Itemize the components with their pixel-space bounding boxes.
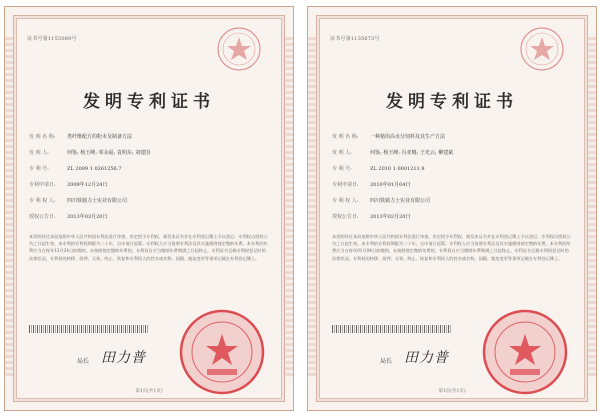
sipo-emblem-icon [215, 25, 263, 73]
field-grant-date: 授权公告日: 2013年02月20日 [332, 214, 411, 220]
certificate-number: 证书号第1135673号 [330, 36, 380, 42]
director-signature: 田力普 [101, 350, 146, 366]
field-patentee: 专 利 权 人: 四川铁骑力士实业有限公司 [332, 198, 431, 204]
barcode [29, 325, 149, 333]
field-invention-name: 发 明 名 称: 一种猪用高水分饲料及其生产方法 [332, 134, 446, 140]
field-inventors: 发 明 人: 何鉴; 杨玉峰; 冯亚娜; 王光云; 柳建斌 [332, 150, 454, 156]
sipo-emblem-icon [518, 25, 566, 73]
certificate-body-text: 本发明经过本局依照中华人民共和国专利法进行审查，决定授予专利权，颁发本证书并在专利登记簿上予以登记。专利权自授权公告之日起生效。本专利的专利权期限为二十年，自申请日起算。专利权人应当依照专利法及其实施细则规定缴纳年费。本专利的年费应当在每年01月04日前缴纳。未按照规定缴纳年费的，专利权自应当缴纳年费期满之日起终止。专利证书记载专利权登记时的法律状况。专利权的转移、质押、无效、终止、恢复和专利权人的姓名或名称、国籍、地址变更等事项记载在专利登记簿上。 [332, 234, 571, 261]
field-grant-date: 授权公告日: 2013年03月20日 [29, 214, 108, 220]
page-number: 第1页(共1页) [135, 389, 163, 394]
field-patent-number: 专 利 号: ZL 2010 1 0001211.9 [332, 166, 425, 172]
director-label: 局长 [77, 358, 90, 365]
certificate-title: 发明专利证书 [386, 92, 518, 112]
page-number: 第1页(共1页) [438, 389, 466, 394]
patent-certificate-right [307, 6, 597, 411]
field-filing-date: 专利申请日: 2009年12月24日 [29, 182, 108, 188]
field-filing-date: 专利申请日: 2010年01月04日 [332, 182, 411, 188]
certificate-number: 证书号第1155069号 [27, 36, 77, 42]
patent-certificate-left [4, 6, 294, 411]
official-seal-icon [177, 307, 267, 397]
field-invention-name: 发 明 名 称: 类纤维配方的粉末及制备方法 [29, 134, 133, 140]
certificate-body-text: 本发明经过本局依照中华人民共和国专利法进行审查，决定授予专利权，颁发本证书并在专利登记簿上予以登记。专利权自授权公告之日起生效。本专利的专利权期限为二十年，自申请日起算。专利权人应当依照专利法及其实施细则规定缴纳年费。本专利的年费应当在每年12月24日前缴纳。未按照规定缴纳年费的，专利权自应当缴纳年费期满之日起终止。专利证书记载专利权登记时的法律状况。专利权的转移、质押、无效、终止、恢复和专利权人的姓名或名称、国籍、地址变更等事项记载在专利登记簿上。 [29, 234, 268, 261]
field-patent-number: 专 利 号: ZL 2009 1 0261256.7 [29, 166, 122, 172]
director-label: 局长 [380, 358, 393, 365]
official-seal-icon [480, 307, 570, 397]
barcode [332, 325, 452, 333]
certificate-title: 发明专利证书 [83, 92, 215, 112]
field-inventors: 发 明 人: 何鉴; 杨玉峰; 邓永福; 袁明东; 刘建国 [29, 150, 151, 156]
director-signature: 田力普 [404, 350, 449, 366]
field-patentee: 专 利 权 人: 四川铁骑力士实业有限公司 [29, 198, 128, 204]
